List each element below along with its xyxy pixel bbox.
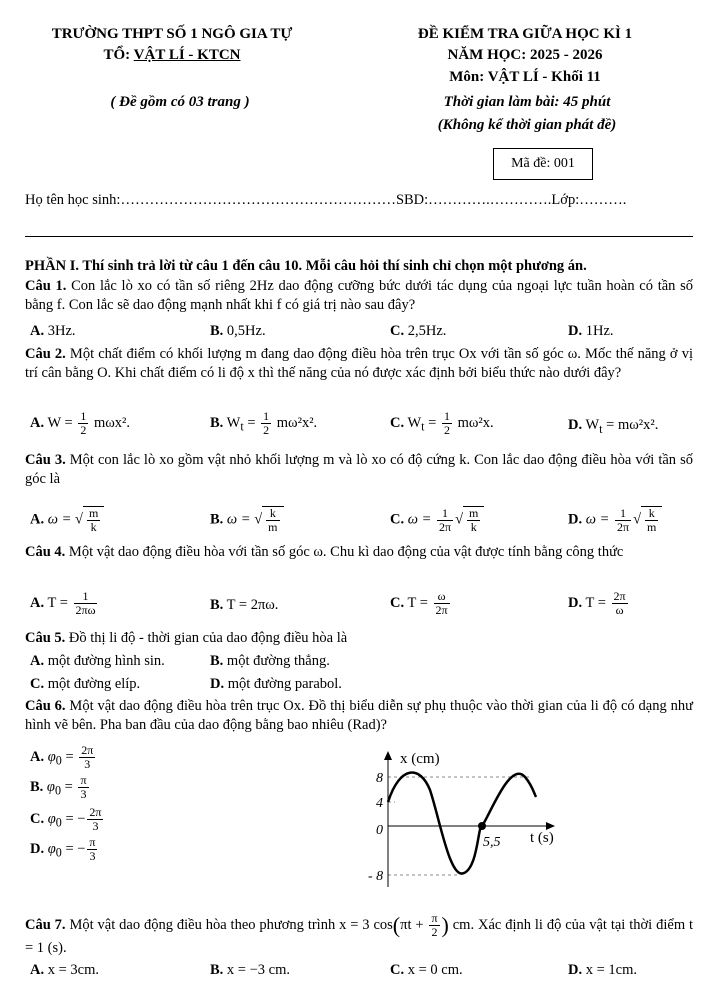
question-label: Câu 4. (25, 544, 66, 560)
option-letter: D. (568, 323, 583, 339)
q4-option-d[interactable]: D. T = $\frac{2\pi}{\omega}$ (568, 589, 626, 617)
q1-option-d[interactable] (568, 322, 614, 340)
student-info-line[interactable]: Họ tên học sinh:…………………………………………………SBD:………….………….Lớp:………. (25, 192, 627, 208)
option-text: mω²x. (457, 414, 494, 431)
part1-title: PHẦN I. Thí sinh trả lời từ câu 1 đến câu 10. Mỗi câu hỏi thí sinh chỉ chọn một phương án. (25, 258, 587, 274)
q3-option-a[interactable]: A. ω = √ $\frac{m}{k}$ (30, 506, 104, 534)
fraction: $\frac{1}{2}$ (443, 409, 450, 437)
q3-option-c[interactable]: C. ω = $\frac{1}{2\pi}$ √ $\frac{m}{k}$ (390, 506, 484, 534)
question-label: Câu 3. (25, 452, 66, 468)
question-1 (25, 277, 693, 314)
question-text: Một vật dao động điều hòa theo phương trình x = 3 cos (65, 916, 393, 933)
tick-4: 4 (376, 796, 383, 811)
option-text: mωx². (93, 414, 131, 431)
department (104, 47, 241, 64)
tick-0: 0 (376, 823, 383, 838)
question-label: Câu 2. (25, 346, 66, 362)
q1-option-b[interactable] (210, 322, 266, 340)
divider (25, 236, 693, 237)
exam-code-box: Mã đề: 001 (493, 148, 593, 180)
q4-option-b[interactable]: B. T = 2πω. (210, 597, 279, 613)
option-text: 3Hz. (47, 323, 76, 339)
q4-option-c[interactable]: C. T = $\frac{\omega}{2\pi}$ (390, 589, 448, 617)
school-year: NĂM HỌC: 2025 - 2026 (447, 47, 603, 63)
school-name: TRƯỜNG THPT SỐ 1 NGÔ GIA TỰ (51, 26, 293, 42)
q5-option-a[interactable]: A. một đường hình sin. (30, 653, 165, 669)
q2-option-d[interactable]: D. $W_t = m\omega^2x^2$. (568, 417, 659, 436)
q1-option-c[interactable] (390, 322, 446, 340)
duration: Thời gian làm bài: 45 phút (443, 94, 611, 110)
question-label: Câu 7. (25, 916, 66, 933)
q5-option-c[interactable]: C. một đường elíp. (30, 676, 141, 692)
question-3 (25, 451, 693, 488)
question-text: Một con lắc lò xo gồm vật nhỏ khối lượng m và lò xo có độ cứng k. Con lắc dao động điều hòa với tần số góc là (25, 452, 693, 487)
option-letter: C. (390, 323, 405, 339)
pages-note: ( Đề gồm có 03 trang ) (110, 94, 250, 110)
option-text: 2,5Hz. (407, 323, 447, 339)
q7-option-a[interactable]: A. x = 3cm. (30, 962, 100, 978)
option-text: 1Hz. (585, 323, 614, 339)
option-letter: A. (30, 414, 45, 431)
q2-option-a[interactable] (30, 410, 130, 437)
q1-option-a[interactable] (30, 322, 76, 340)
y-axis-arrow (384, 751, 392, 760)
option-letter: D. (568, 417, 583, 433)
q5-option-b[interactable]: B. một đường thẳng. (210, 653, 330, 669)
option-text: W (407, 414, 422, 431)
question-7: Câu 7. Một vật dao động điều hòa theo phương trình x = 3 cos(πt + $\frac{\pi}{2}$ ) cm. Xác định li độ của vật tại thời điểm t = 1 (s). (25, 911, 694, 956)
question-text: Một vật dao động điều hòa với tần số góc ω. Chu kì dao động của vật được tính bằng công thức (65, 544, 624, 560)
exam-title: ĐỀ KIỂM TRA GIỮA HỌC KÌ 1 (417, 26, 633, 42)
question-text: Con lắc lò xo có tần số riêng 2Hz dao động cưỡng bức dưới tác dụng của ngoại lực tuần hoàn có tần số bằng f. Con lắc sẽ dao động mạnh nhất khi f có giá trị nào sau đây? (25, 278, 694, 313)
question-label: Câu 5. (25, 630, 66, 646)
question-text: Một chất điểm có khối lượng m đang dao động điều hòa trên trục Ox với tần số góc ω. Mốc thế năng ở vị trí cân bằng O. Khi chất điểm có li độ x thì thế năng của nó được xác định bởi biểu thức nào dưới đây? (25, 346, 693, 381)
x-label: t (s) (530, 830, 554, 846)
question-text: Đồ thị li độ - thời gian của dao động điều hòa là (65, 630, 348, 646)
option-text: W (226, 414, 241, 431)
question-text: cm. Xác định li độ của vật tại thời điểm t = 1 (s). (25, 916, 694, 956)
displacement-time-graph (360, 745, 570, 890)
duration-note: (Không kể thời gian phát đề) (437, 117, 617, 133)
q6-option-c[interactable]: C. $\varphi_0$ = − $\frac{2\pi}{3}$ (30, 805, 102, 833)
x-axis-arrow (546, 822, 555, 830)
option-letter: C. (390, 414, 405, 431)
q6-option-b[interactable]: B. $\varphi_0$ = $\frac{\pi}{3}$ (30, 773, 87, 801)
y-label: x (cm) (400, 751, 440, 767)
question-4 (25, 543, 693, 562)
q4-option-a[interactable]: A. T = $\frac{1}{2\pi\omega}$ (30, 589, 96, 617)
q6-option-a[interactable]: A. $\varphi_0$ = $\frac{2\pi}{3}$ (30, 743, 94, 771)
option-letter: A. (30, 323, 45, 339)
department-label: TỔ: (103, 47, 134, 63)
tick-8: 8 (376, 771, 383, 786)
q3-option-d[interactable]: D. ω = $\frac{1}{2\pi}$ √ $\frac{k}{m}$ (568, 506, 662, 534)
question-6 (25, 697, 693, 734)
option-letter: B. (210, 323, 224, 339)
point-t55 (478, 822, 486, 830)
option-text: 0,5Hz. (226, 323, 266, 339)
department-value: VẬT LÍ - KTCN (133, 47, 241, 63)
option-text: = mω²x². (606, 417, 659, 433)
q3-option-b[interactable]: B. ω = √ $\frac{k}{m}$ (210, 506, 284, 534)
option-letter: B. (210, 414, 224, 431)
subject: Môn: VẬT LÍ - Khối 11 (449, 69, 601, 85)
question-label: Câu 6. (25, 698, 66, 714)
q7-option-b[interactable]: B. x = −3 cm. (210, 962, 290, 978)
q7-option-d[interactable]: D. x = 1cm. (568, 962, 638, 978)
q2-option-c[interactable]: C. $W_t$ = $\frac{1}{2}$ mω²x. (390, 409, 494, 437)
tick-t: 5,5 (483, 835, 501, 850)
question-text: Một vật dao động điều hòa trên trục Ox. Đồ thị biểu diễn sự phụ thuộc vào thời gian của li độ có dạng như hình vẽ bên. Pha ban đầu của dao động bằng bao nhiêu (Rad)? (25, 698, 693, 733)
question-2 (25, 345, 693, 382)
q6-option-d[interactable]: D. $\varphi_0$ = − $\frac{\pi}{3}$ (30, 835, 96, 863)
sine-curve (388, 773, 536, 874)
fraction: $\frac{1}{2}$ (80, 409, 87, 437)
option-text: mω²x². (276, 414, 318, 431)
question-5 (25, 629, 693, 648)
tick-m8: - 8 (368, 869, 384, 884)
fraction: $\frac{1}{2}$ (263, 409, 270, 437)
option-text: W = (47, 414, 77, 431)
q5-option-d[interactable]: D. một đường parabol. (210, 676, 342, 692)
q2-option-b[interactable]: B. $W_t$ = $\frac{1}{2}$ mω²x². (210, 409, 318, 437)
option-text: W (585, 417, 600, 433)
q7-option-c[interactable]: C. x = 0 cm. (390, 962, 463, 978)
question-label: Câu 1. (25, 278, 67, 294)
